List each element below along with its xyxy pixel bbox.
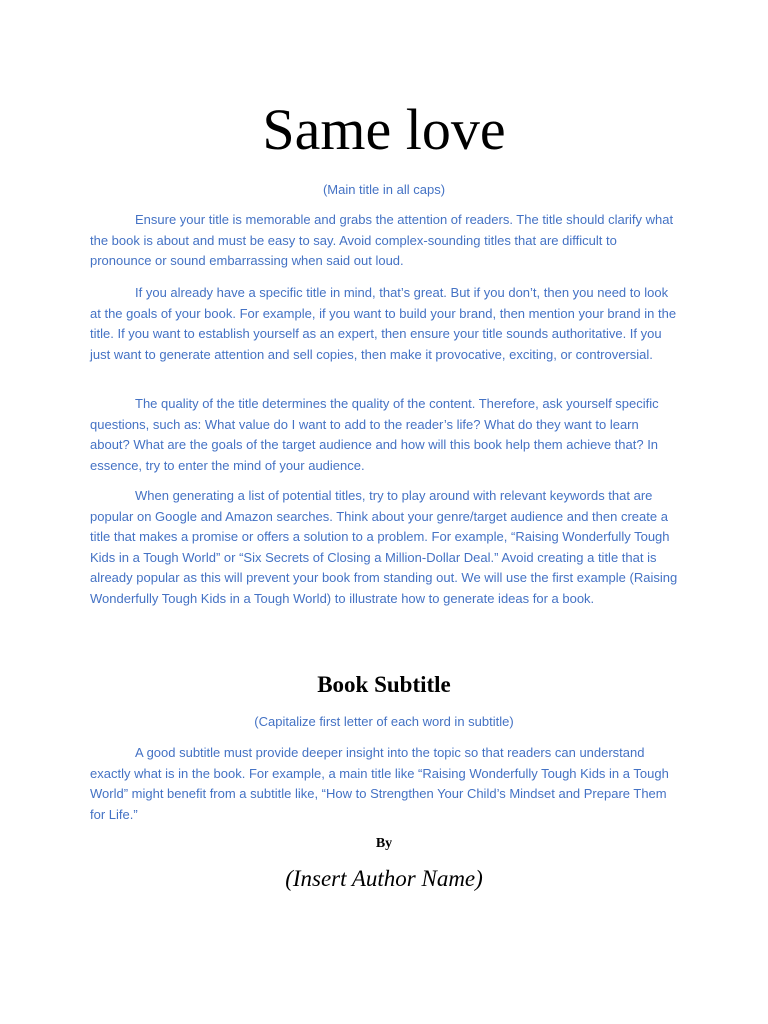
author-name-placeholder: (Insert Author Name) — [285, 866, 483, 891]
title-paragraph-1: Ensure your title is memorable and grabs the attention of readers. The title should clarify what the book is about and must be easy to say. Avoid complex-sounding titles that are difficult to pronounce or sound embarrassing when said out loud. — [90, 212, 674, 268]
subtitle-paragraph: A good subtitle must provide deeper insight into the topic so that readers can understand exactly what is in the book. For example, a main title like “Raising Wonderfully Tough Kids in a Tough World” might benefit from a subtitle like, “How to Strengthen Your Child’s Mindset and Prepare Them for Life.” — [90, 745, 669, 822]
title-paragraph-4: When generating a list of potential titles, try to play around with relevant keywords that are popular on Google and Amazon searches. Think about your genre/target audience and then create a title that makes a promise or offers a solution to a problem. For example, “Raising Wonderfully Tough Kids in a Tough World” or “Six Secrets of Closing a Million-Dollar Deal.” Avoid creating a title that is already popular as this will prevent your book from standing out. We will use the first example (Raising Wonderfully Tough Kids in a Tough World) to illustrate how to generate ideas for a book. — [90, 488, 678, 606]
subtitle-heading: Book Subtitle — [317, 672, 451, 697]
title-note: (Main title in all caps) — [322, 182, 446, 197]
subtitle-note: (Capitalize first letter of each word in subtitle) — [254, 714, 514, 729]
title-paragraph-2: If you already have a specific title in mind, that’s great. But if you don’t, then you need to look at the goals of your book. For example, if you want to build your brand, then mention your brand in the title. If you want to establish yourself as an expert, then ensure your title sounds authoritative. If you just want to generate attention and sell copies, then make it provocative, exciting, or controversial. — [90, 285, 677, 362]
by-label: By — [375, 836, 393, 851]
main-title: Same love — [262, 97, 506, 162]
title-paragraph-3: The quality of the title determines the quality of the content. Therefore, ask yourself specific questions, such as: What value do I want to add to the reader’s life? What do they want to learn about? What are the goals of the target audience and how will this book help them achieve that? In essence, try to enter the mind of your audience. — [90, 396, 659, 473]
